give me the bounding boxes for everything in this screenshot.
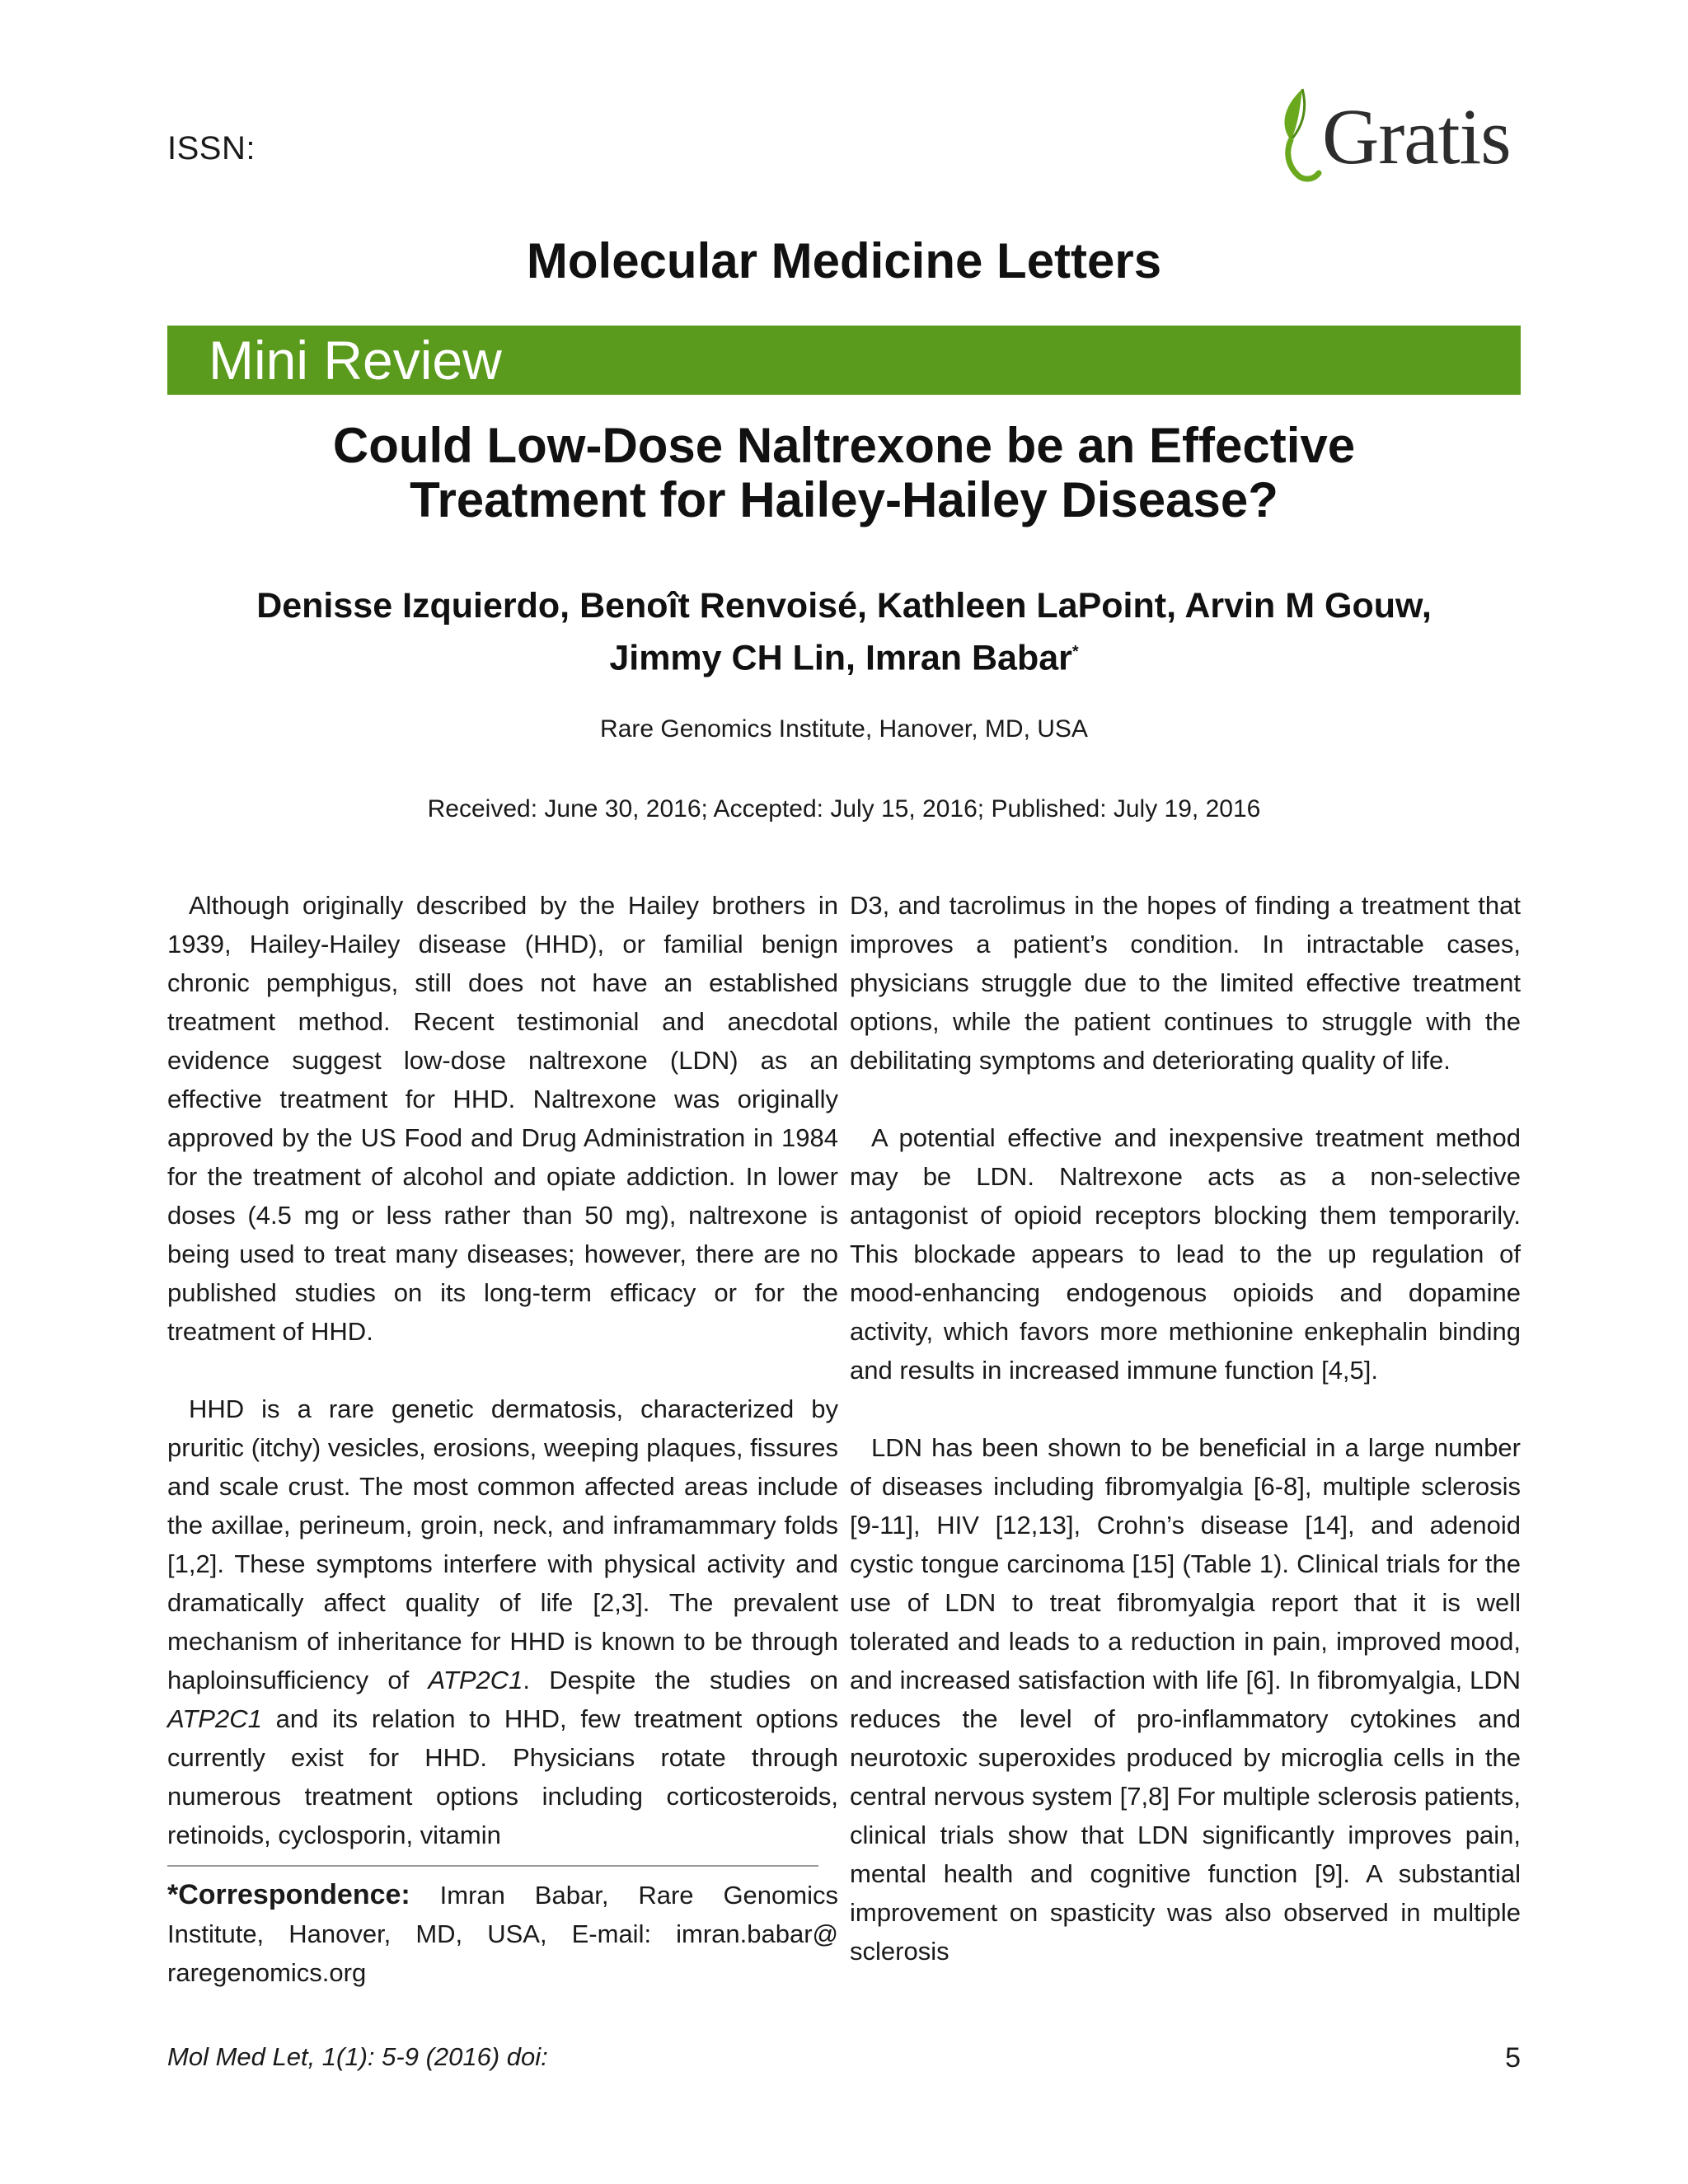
paragraph-ldn-mechanism: A potential effective and inexpensive treatment method may be LDN. Naltrexone acts as a non-selective antagonist of opioid receptors blocking them temporarily. This blockade appears to lead to the up regulation of mood-enhancing endogenous opioids and dopamine activity, which favors more methionine enkephalin binding and results in increased immune function [4,5]. xyxy=(850,1123,1521,1385)
author-list xyxy=(167,583,1521,681)
paragraph-hhd-part-2: . Despite the studies on xyxy=(523,1666,838,1694)
page-number: 5 xyxy=(1505,2042,1521,2074)
corresponding-author-mark: * xyxy=(1071,643,1079,661)
footnote-divider xyxy=(167,1865,818,1867)
correspondence-footnote xyxy=(167,1876,838,1992)
body-column-right xyxy=(850,886,1521,2009)
article-title-line-1: Could Low-Dose Naltrexone be an Effective xyxy=(332,418,1356,473)
section-label: Mini Review xyxy=(209,330,502,391)
article-title-line-2: Treatment for Hailey-Hailey Disease? xyxy=(410,472,1278,527)
gene-name: ATP2C1 xyxy=(167,1704,262,1733)
footer-citation: Mol Med Let, 1(1): 5-9 (2016) doi: xyxy=(167,2042,548,2071)
journal-logo xyxy=(1269,82,1511,190)
paragraph-ldn-diseases: LDN has been shown to be beneficial in a large number of diseases including fibromyalgia [6-8], multiple sclerosis [9-11], HIV [12,13], Crohn’s disease [14], and adenoid cystic tongue carcinoma [15] (Table 1). Clinical trials for the use of LDN to treat fibromyalgia report that it is well tolerated and leads to a reduction in pain, improved mood, and increased satisfaction with life [6]. In fibromyalgia, LDN reduces the level of pro-inflammatory cytokines and neurotoxic superoxides produced by microglia cells in the central nervous system [7,8] For multiple sclerosis patients, clinical trials show that LDN significantly improves pain, mental health and cognitive function [9]. A substantial improvement on spasticity was also observed in multiple sclerosis xyxy=(850,1433,1521,1966)
paragraph-hhd xyxy=(167,1390,838,1854)
leaf-icon xyxy=(1269,82,1327,190)
authors-line-2-text: Jimmy CH Lin, Imran Babar xyxy=(609,638,1072,678)
authors-line-2 xyxy=(167,629,1521,681)
paragraph-intro: Although originally described by the Hailey brothers in 1939, Hailey-Hailey disease (HHD), or familial benign chronic pemphigus, still does not have an established treatment method. Recent testimonial and anecdotal evidence suggest low-dose naltrexone (LDN) as an effective treatment for HHD. Naltrexone was originally approved by the US Food and Drug Administration in 1984 for the treatment of alcohol and opiate addiction. In lower doses (4.5 mg or less rather than 50 mg), naltrexone is being used to treat many diseases; however, there are no published studies on its long-term efficacy or for the treatment of HHD. xyxy=(167,891,838,1346)
affiliation: Rare Genomics Institute, Hanover, MD, USA xyxy=(600,715,1088,743)
publication-dates: Received: June 30, 2016; Accepted: July 15, 2016; Published: July 19, 2016 xyxy=(427,795,1261,823)
section-banner xyxy=(167,326,1521,395)
correspondence-label: *Correspondence: xyxy=(167,1879,410,1910)
authors-line-1: Denisse Izquierdo, Benoît Renvoisé, Kathleen LaPoint, Arvin M Gouw, xyxy=(256,586,1432,626)
gene-name: ATP2C1 xyxy=(428,1666,523,1694)
paragraph-hhd-part-1: HHD is a rare genetic dermatosis, characterized by pruritic (itchy) vesicles, erosions, weeping plaques, fissures and scale crust. The most common affected areas include the axillae, perineum, groin, neck, and inframammary folds [1,2]. These symptoms interfere with physical activity and dramatically affect quality of life [2,3]. The prevalent mechanism of inheritance for HHD is known to be through haploinsufficiency of xyxy=(167,1394,838,1694)
issn-label: ISSN: xyxy=(167,130,256,166)
paragraph-hhd-part-3: and its relation to HHD, few treatment options currently exist for HHD. Physicians rotate through numerous treatment options including corticosteroids, retinoids, cyclosporin, vitamin xyxy=(167,1704,838,1849)
paragraph-treatments-continued: D3, and tacrolimus in the hopes of finding a treatment that improves a patient’s condition. In intractable cases, physicians struggle due to the limited effective treatment options, while the patient continues to struggle with the debilitating symptoms and deteriorating quality of life. xyxy=(850,891,1521,1075)
article-title xyxy=(167,419,1521,527)
logo-wordmark: Gratis xyxy=(1322,92,1511,180)
journal-title: Molecular Medicine Letters xyxy=(526,233,1162,288)
correspondence-text: Imran Babar, Rare Genomics Institute, Hanover, MD, USA, E-mail: imran.babar@ raregenomics.org xyxy=(167,1881,838,1987)
body-column-left xyxy=(167,886,838,1893)
